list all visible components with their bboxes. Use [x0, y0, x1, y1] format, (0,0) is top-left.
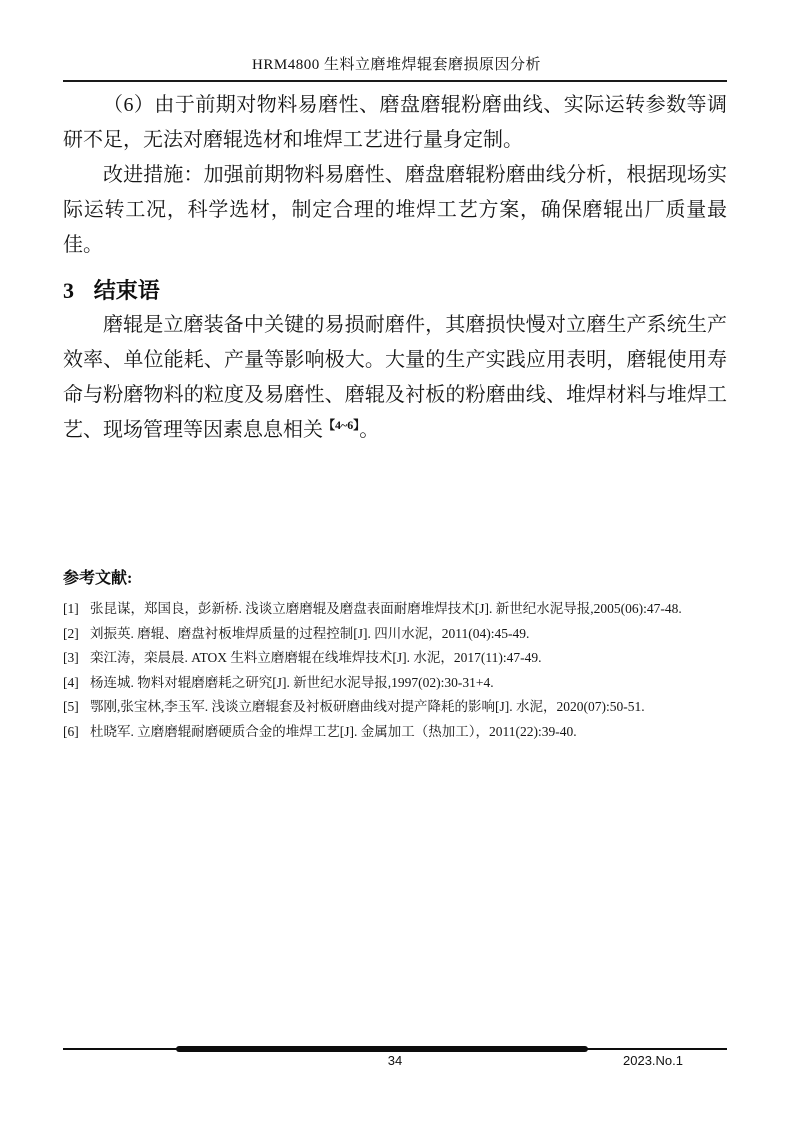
page-footer: [63, 1048, 727, 1071]
page-header: [0, 0, 793, 82]
footer-rule-thick-segment: [176, 1046, 588, 1052]
paragraph-improvement-measures: 改进措施：加强前期物料易磨性、磨盘磨辊粉磨曲线分析，根据现场实际运转工况，科学选材，制定合理的堆焊工艺方案，确保磨辊出厂质量最佳。: [63, 164, 727, 256]
references-heading: 参考文献:: [63, 570, 133, 587]
reference-item-4: [63, 671, 727, 696]
reference-text: 刘振英. 磨辊、磨盘衬板堆焊质量的过程控制[J]. 四川水泥，2011(04):45-49.: [90, 625, 530, 641]
reference-number: [3]: [63, 650, 79, 665]
footer-row: [63, 1053, 727, 1071]
section-title: 结束语: [93, 278, 160, 303]
reference-item-3: [63, 646, 727, 671]
footer-rule: [63, 1048, 727, 1050]
reference-text: 张昆谋，郑国良，彭新桥. 浅谈立磨磨辊及磨盘表面耐磨堆焊技术[J]. 新世纪水泥导报,2005(06):47-48.: [90, 601, 682, 616]
reference-number: [5]: [63, 699, 79, 714]
conclusion-text: 磨辊是立磨装备中关键的易损耐磨件，其磨损快慢对立磨生产系统生产效率、单位能耗、产量等影响极大。大量的生产实践应用表明，磨辊使用寿命与粉磨物料的粒度及易磨性、磨辊及衬板的粉磨曲线、堆焊材料与堆焊工艺、现场管理等因素息息相关: [63, 314, 727, 441]
reference-text: 鄂刚,张宝林,李玉军. 浅谈立磨辊套及衬板研磨曲线对提产降耗的影响[J]. 水泥，2020(07):50-51.: [90, 699, 645, 714]
section-heading-conclusion: [63, 273, 727, 308]
reference-number: [2]: [63, 625, 79, 641]
paragraph-conclusion: [63, 308, 727, 450]
section-number: 3: [63, 278, 74, 303]
reference-item-6: [63, 720, 727, 745]
reference-text: 栾江涛，栾晨晨. ATOX 生料立磨磨辊在线堆焊技术[J]. 水泥，2017(11):47-49.: [90, 650, 542, 665]
conclusion-period: 。: [359, 419, 380, 441]
paragraph-item-6: （6）由于前期对物料易磨性、磨盘磨辊粉磨曲线、实际运转参数等调研不足，无法对磨辊选材和堆焊工艺进行量身定制。: [63, 94, 727, 151]
references-list: [63, 597, 727, 744]
reference-text: 杜晓军. 立磨磨辊耐磨硬质合金的堆焊工艺[J]. 金属加工（热加工），2011(22):39-40.: [90, 723, 577, 739]
header-rule: [63, 80, 727, 82]
reference-item-1: [63, 597, 727, 622]
reference-item-5: [63, 695, 727, 720]
running-title: HRM4800 生料立磨堆焊辊套磨损原因分析: [252, 57, 541, 73]
reference-number: [1]: [63, 601, 79, 616]
page-number: 34: [387, 1053, 403, 1068]
issue-label: 2023.No.1: [623, 1053, 683, 1068]
reference-number: [6]: [63, 723, 79, 739]
citation-superscript: 【4~6】: [323, 418, 360, 433]
reference-text: 杨连城. 物料对辊磨磨耗之研究[J]. 新世纪水泥导报,1997(02):30-31+4.: [90, 674, 494, 690]
page-content: [63, 88, 727, 744]
references-section: [63, 568, 727, 744]
reference-item-2: [63, 622, 727, 647]
reference-number: [4]: [63, 674, 79, 690]
